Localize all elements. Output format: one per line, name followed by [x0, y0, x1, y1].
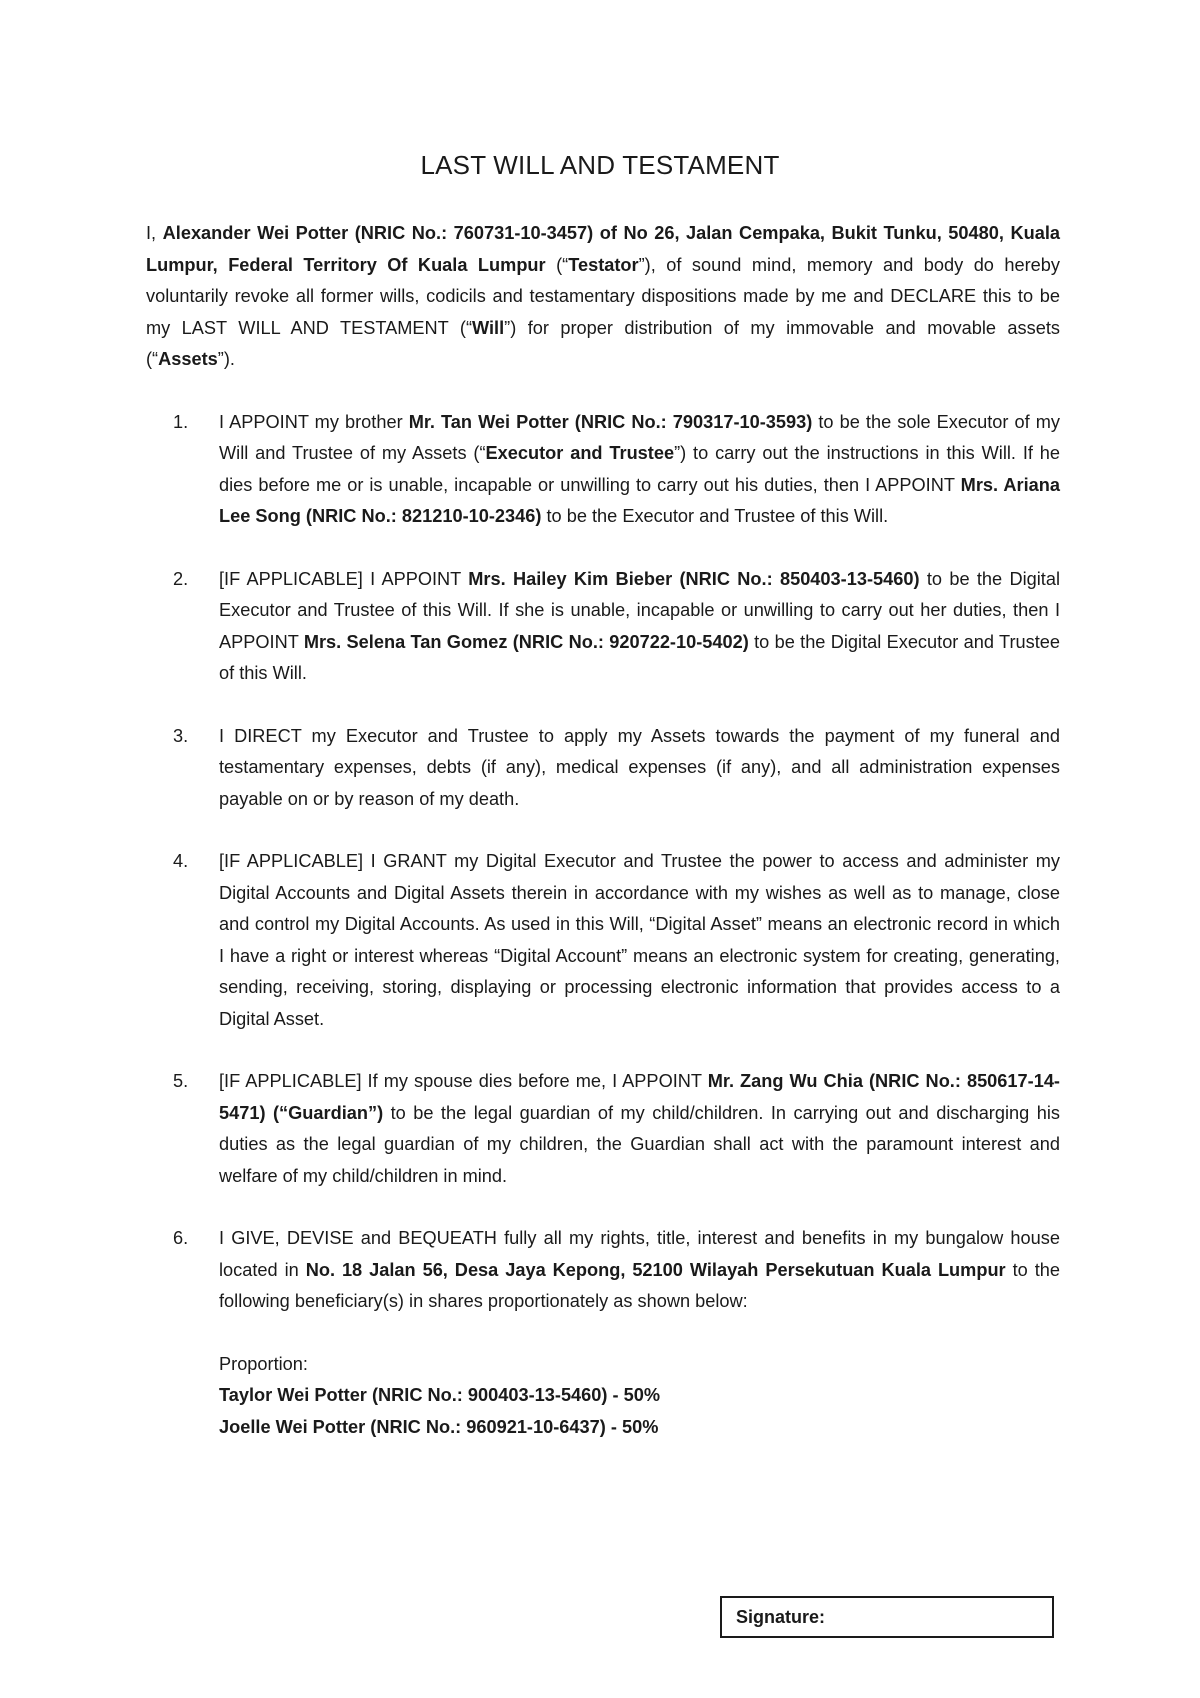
- alternate-digital-executor-name: Mrs. Selena Tan Gomez (NRIC No.: 920722-10-5402): [303, 631, 749, 652]
- guardian-name: Mr. Zang Wu Chia (NRIC No.: 850617-14-5471) (“Guardian”): [219, 1071, 1060, 1123]
- document-title: LAST WILL AND TESTAMENT: [420, 150, 780, 180]
- clause-text: [219, 1223, 1060, 1318]
- testator-name: Alexander Wei Potter (NRIC No.: 760731-10-3457): [162, 223, 594, 243]
- clause-number: 2.: [173, 568, 189, 589]
- clause-5: [146, 1066, 1060, 1192]
- clause-text-run: I APPOINT my brother: [219, 411, 409, 432]
- beneficiary-text: Joelle Wei Potter (NRIC No.: 960921-10-6437) - 50%: [219, 1416, 659, 1437]
- clause-text: I DIRECT my Executor and Trustee to apply my Assets towards the payment of my funeral and testamentary expenses, debts (if any), medical expenses (if any), and all administration expenses payable on or by reason of my death.: [219, 725, 1060, 809]
- signature-box[interactable]: [720, 1596, 1054, 1638]
- clause-4: [146, 846, 1060, 1035]
- executor-term: Executor and Trustee: [485, 443, 675, 463]
- clause-text-run: [IF APPLICABLE] If my spouse dies before me, I APPOINT: [219, 1071, 708, 1091]
- clause-text-run: I GIVE, DEVISE and BEQUEATH fully all my rights, title, interest and benefits in my bungalow house located in: [219, 1228, 1060, 1280]
- testator-term: Testator: [568, 254, 639, 275]
- clause-1: [146, 407, 1060, 533]
- beneficiary-1: [219, 1380, 1060, 1412]
- intro-text: ”).: [217, 349, 235, 369]
- clause-3: [146, 721, 1060, 816]
- proportion-block: [219, 1349, 1060, 1444]
- proportion-label: Proportion:: [219, 1353, 308, 1374]
- clause-2: [146, 564, 1060, 690]
- clause-text: [IF APPLICABLE] I GRANT my Digital Executor and Trustee the power to access and administer my Digital Accounts and Digital Assets therein in accordance with my wishes as well as to manage, close and control my Digital Accounts. As used in this Will, “Digital Asset” means an electronic record in which I have a right or interest whereas “Digital Account” means an electronic system for creating, generating, sending, receiving, storing, displaying or processing electronic information that provides access to a Digital Asset.: [219, 851, 1060, 1029]
- signature-label: Signature:: [736, 1607, 826, 1627]
- clause-number: 6.: [173, 1228, 189, 1248]
- assets-term: Assets: [158, 349, 218, 369]
- clause-text: [219, 1066, 1060, 1192]
- intro-text: ”), of sound mind, memory and body do hereby voluntarily revoke all former wills, codicils and testamentary dispositions made by me and DECLARE this to be my LAST WILL AND TESTAMENT (“: [146, 254, 1060, 338]
- clause-text-run: to be the legal guardian of my child/children. In carrying out and discharging his duties as the legal guardian of my children, the Guardian shall act with the paramount interest and welfare of my child/children in mind.: [219, 1102, 1060, 1186]
- intro-text: (“: [545, 254, 569, 275]
- document-body: [146, 218, 1060, 1443]
- clause-text-run: to be the Executor and Trustee of this Will.: [541, 506, 889, 526]
- clause-text-run: ”) to carry out the instructions in this Will. If he dies before me or is unable, incapable or unwilling to carry out his duties, then I APPOINT: [219, 443, 1061, 495]
- testator-address: No 26, Jalan Cempaka, Bukit Tunku, 50480, Kuala Lumpur, Federal Territory Of Kuala Lumpur: [146, 223, 1060, 275]
- executor-name: Mr. Tan Wei Potter (NRIC No.: 790317-10-3593): [408, 411, 813, 432]
- clause-text-run: to the following beneficiary(s) in shares proportionately as shown below:: [219, 1259, 1060, 1311]
- property-address: No. 18 Jalan 56, Desa Jaya Kepong, 52100 Wilayah Persekutuan Kuala Lumpur: [305, 1259, 1006, 1280]
- clause-number: 4.: [173, 851, 189, 871]
- digital-executor-name: Mrs. Hailey Kim Bieber (NRIC No.: 850403-13-5460): [468, 568, 920, 589]
- clause-list: [146, 407, 1060, 1444]
- alternate-executor-name: Mrs. Ariana Lee Song (NRIC No.: 821210-10-2346): [219, 474, 1060, 526]
- beneficiary-text: Taylor Wei Potter (NRIC No.: 900403-13-5460) - 50%: [219, 1385, 661, 1405]
- clause-text: [219, 407, 1060, 533]
- clause-text-run: to be the sole Executor of my Will and Trustee of my Assets (“: [219, 411, 1060, 463]
- beneficiary-2: [219, 1412, 1060, 1444]
- clause-text-run: to be the Digital Executor and Trustee of this Will. If she is unable, incapable or unwilling to carry out her duties, then I APPOINT: [219, 568, 1061, 652]
- will-term: Will: [472, 317, 505, 338]
- clause-text-run: [IF APPLICABLE] I APPOINT: [219, 568, 469, 589]
- intro-text: of: [593, 223, 624, 243]
- clause-6: [146, 1223, 1060, 1443]
- intro-paragraph: [146, 218, 1060, 376]
- clause-text: [219, 564, 1060, 690]
- clause-number: 5.: [173, 1071, 189, 1091]
- clause-number: 3.: [173, 725, 189, 746]
- intro-text: I,: [146, 223, 163, 243]
- clause-text-run: to be the Digital Executor and Trustee of this Will.: [219, 631, 1060, 683]
- intro-text: ”) for proper distribution of my immovable and movable assets (“: [146, 317, 1060, 369]
- clause-number: 1.: [173, 411, 189, 432]
